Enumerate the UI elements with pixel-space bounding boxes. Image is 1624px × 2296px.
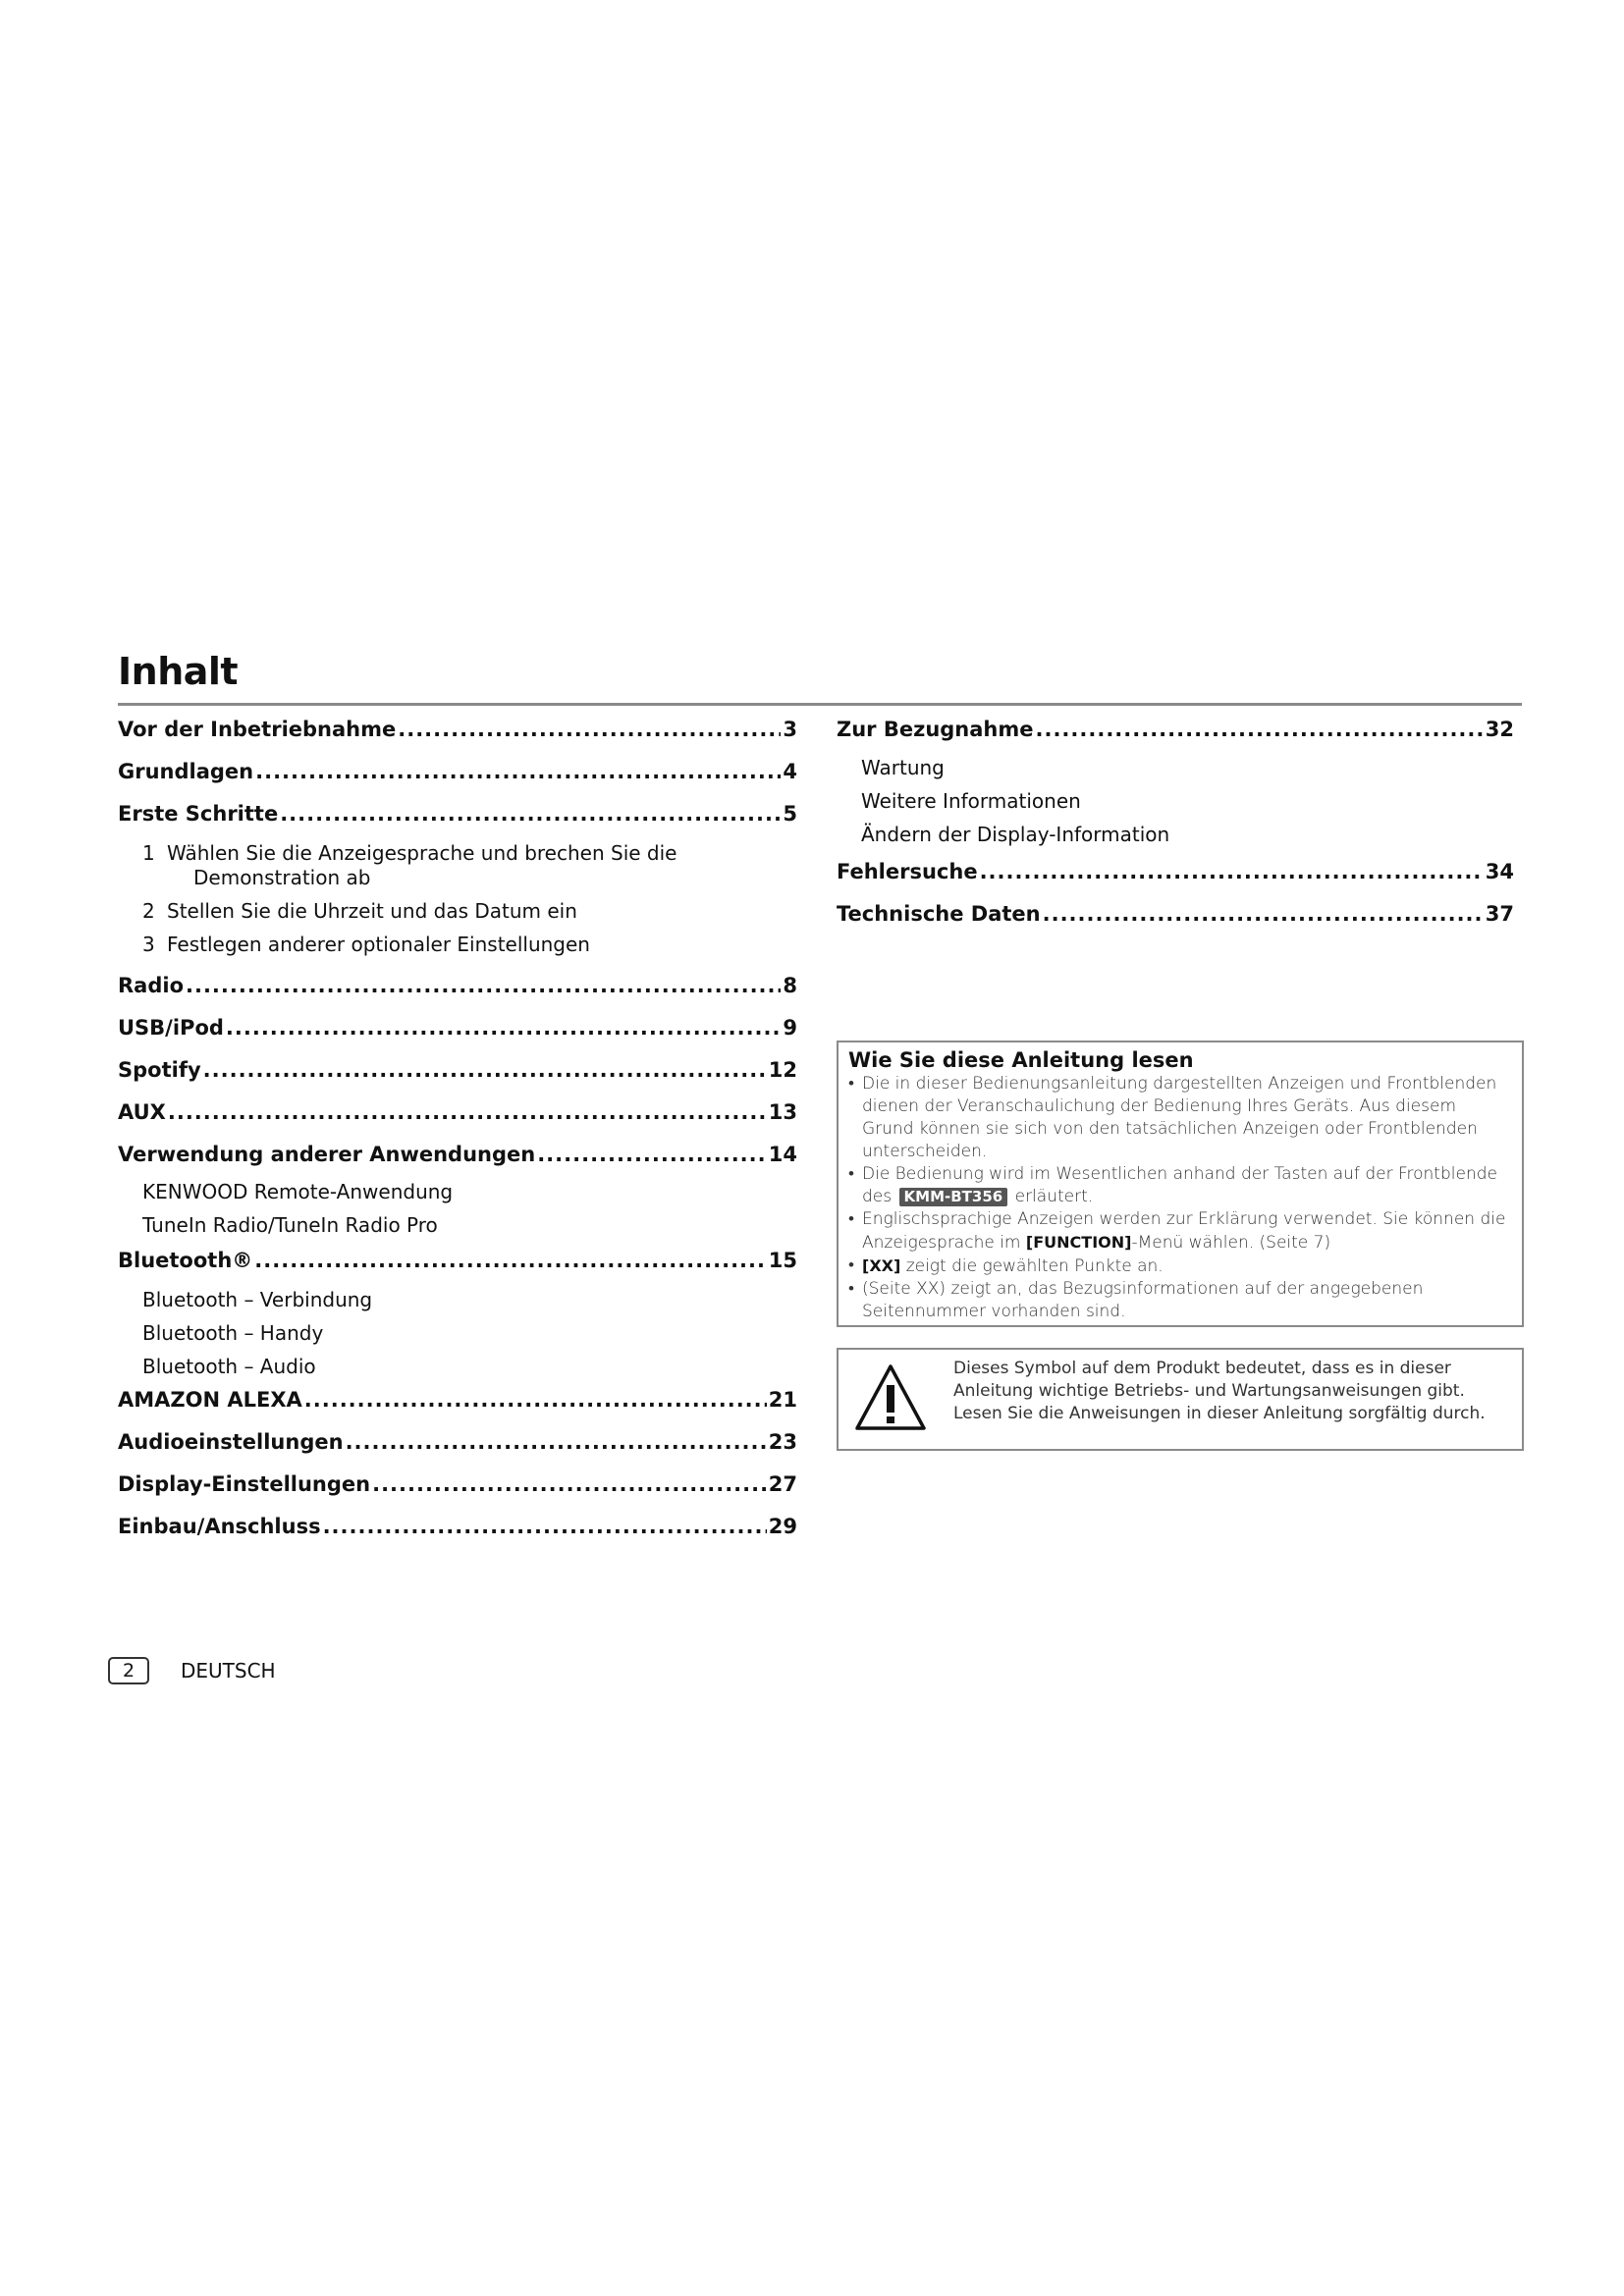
toc-subentry[interactable]: 1 Wählen Sie die Anzeigesprache und brechen Sie die Demonstration ab xyxy=(142,841,677,889)
toc-subentry[interactable]: 3 Festlegen anderer optionaler Einstellungen xyxy=(142,933,590,956)
toc-entry-technische-daten[interactable]: Technische Daten ..... 37 xyxy=(837,893,1514,935)
how-to-read-item: • [XX] zeigt die gewählten Punkte an. xyxy=(848,1255,1164,1276)
toc-subentry[interactable]: KENWOOD Remote-Anwendung xyxy=(142,1180,454,1203)
toc-right-column xyxy=(837,709,1514,935)
how-to-read-item: • Englischsprachige Anzeigen werden zur Erklärung verwendet. Sie können die Anzeigesprache im [FUNCTION]-Menü wählen. (Seite 7) xyxy=(848,1209,1506,1253)
toc-entry-andere-anwendungen[interactable]: Verwendung anderer Anwendungen ..... 14 xyxy=(118,1134,797,1176)
toc-left-column xyxy=(118,709,797,1548)
toc-entry-einbau-anschluss[interactable]: Einbau/Anschluss ..... 29 xyxy=(118,1506,797,1548)
toc-subentry[interactable]: Wartung xyxy=(861,756,945,779)
toc-entry-aux[interactable]: AUX ..... 13 xyxy=(118,1092,797,1134)
toc-entry-usb-ipod[interactable]: USB/iPod ..... 9 xyxy=(118,1007,797,1049)
toc-entry-fehlersuche[interactable]: Fehlersuche ..... 34 xyxy=(837,851,1514,893)
toc-subentries-bezugnahme xyxy=(837,751,1514,851)
toc-subentry[interactable]: Bluetooth – Handy xyxy=(142,1321,324,1345)
toc-entry-zur-bezugnahme[interactable]: Zur Bezugnahme ..... 32 xyxy=(837,709,1514,751)
toc-entry-grundlagen[interactable]: Grundlagen ..... 4 xyxy=(118,751,797,793)
warning-text: Dieses Symbol auf dem Produkt bedeutet, dass es in dieser Anleitung wichtige Betriebs- und Wartungsanweisungen gibt. Lesen Sie die Anweisungen in dieser Anleitung sorgfältig durch. xyxy=(953,1359,1486,1423)
page-footer xyxy=(108,1657,276,1684)
how-to-read-item: • Die in dieser Bedienungsanleitung dargestellten Anzeigen und Frontblenden dienen der Veranschaulichung der Bedienung Ihres Geräts. Aus diesem Grund können sie sich von den tatsächlichen Anzeigen oder Frontblenden unterscheiden. xyxy=(848,1074,1497,1161)
toc-subentries-anwendungen xyxy=(118,1180,797,1238)
toc-entry-display-einstellungen[interactable]: Display-Einstellungen ..... 27 xyxy=(118,1464,797,1506)
model-badge: KMM-BT356 xyxy=(899,1188,1008,1206)
footer-language: DEUTSCH xyxy=(181,1659,276,1682)
page-title: Inhalt xyxy=(118,650,239,693)
toc-entry-vor-der-inbetriebnahme[interactable]: Vor der Inbetriebnahme ..... 3 xyxy=(118,709,797,751)
toc-subentry[interactable]: Weitere Informationen xyxy=(861,789,1081,813)
toc-entry-radio[interactable]: Radio ..... 8 xyxy=(118,965,797,1007)
page-number: 2 xyxy=(108,1657,149,1684)
how-to-read-list xyxy=(848,1073,1512,1323)
warning-box xyxy=(837,1348,1524,1451)
toc-subentry[interactable]: Ändern der Display-Information xyxy=(861,823,1170,846)
xx-key-label: [XX] xyxy=(862,1256,901,1275)
toc-subentry[interactable]: Bluetooth – Verbindung xyxy=(142,1288,373,1311)
toc-subentries-erste-schritte xyxy=(118,841,797,957)
toc-subentry[interactable]: TuneIn Radio/TuneIn Radio Pro xyxy=(142,1213,438,1237)
function-key-label: [FUNCTION] xyxy=(1025,1233,1132,1252)
title-divider xyxy=(118,703,1522,706)
toc-entry-bluetooth[interactable]: Bluetooth® ..... 15 xyxy=(118,1240,797,1282)
how-to-read-item: • (Seite XX) zeigt an, das Bezugsinformationen auf der angegebenen Seitennummer vorhanden sind. xyxy=(848,1279,1424,1321)
how-to-read-box xyxy=(837,1041,1524,1327)
toc-entry-spotify[interactable]: Spotify ..... 12 xyxy=(118,1049,797,1092)
warning-triangle-icon xyxy=(854,1363,927,1432)
toc-subentry[interactable]: Bluetooth – Audio xyxy=(142,1355,316,1378)
how-to-read-item: • Die Bedienung wird im Wesentlichen anhand der Tasten auf der Frontblende des KMM-BT356 erläutert. xyxy=(848,1164,1497,1206)
toc-entry-amazon-alexa[interactable]: AMAZON ALEXA ..... 21 xyxy=(118,1379,797,1421)
toc-subentry[interactable]: 2 Stellen Sie die Uhrzeit und das Datum ein xyxy=(142,899,577,923)
toc-entry-audioeinstellungen[interactable]: Audioeinstellungen ..... 23 xyxy=(118,1421,797,1464)
how-to-read-heading: Wie Sie diese Anleitung lesen xyxy=(848,1048,1194,1072)
toc-entry-erste-schritte[interactable]: Erste Schritte ..... 5 xyxy=(118,793,797,835)
toc-subentries-bluetooth xyxy=(118,1288,797,1379)
